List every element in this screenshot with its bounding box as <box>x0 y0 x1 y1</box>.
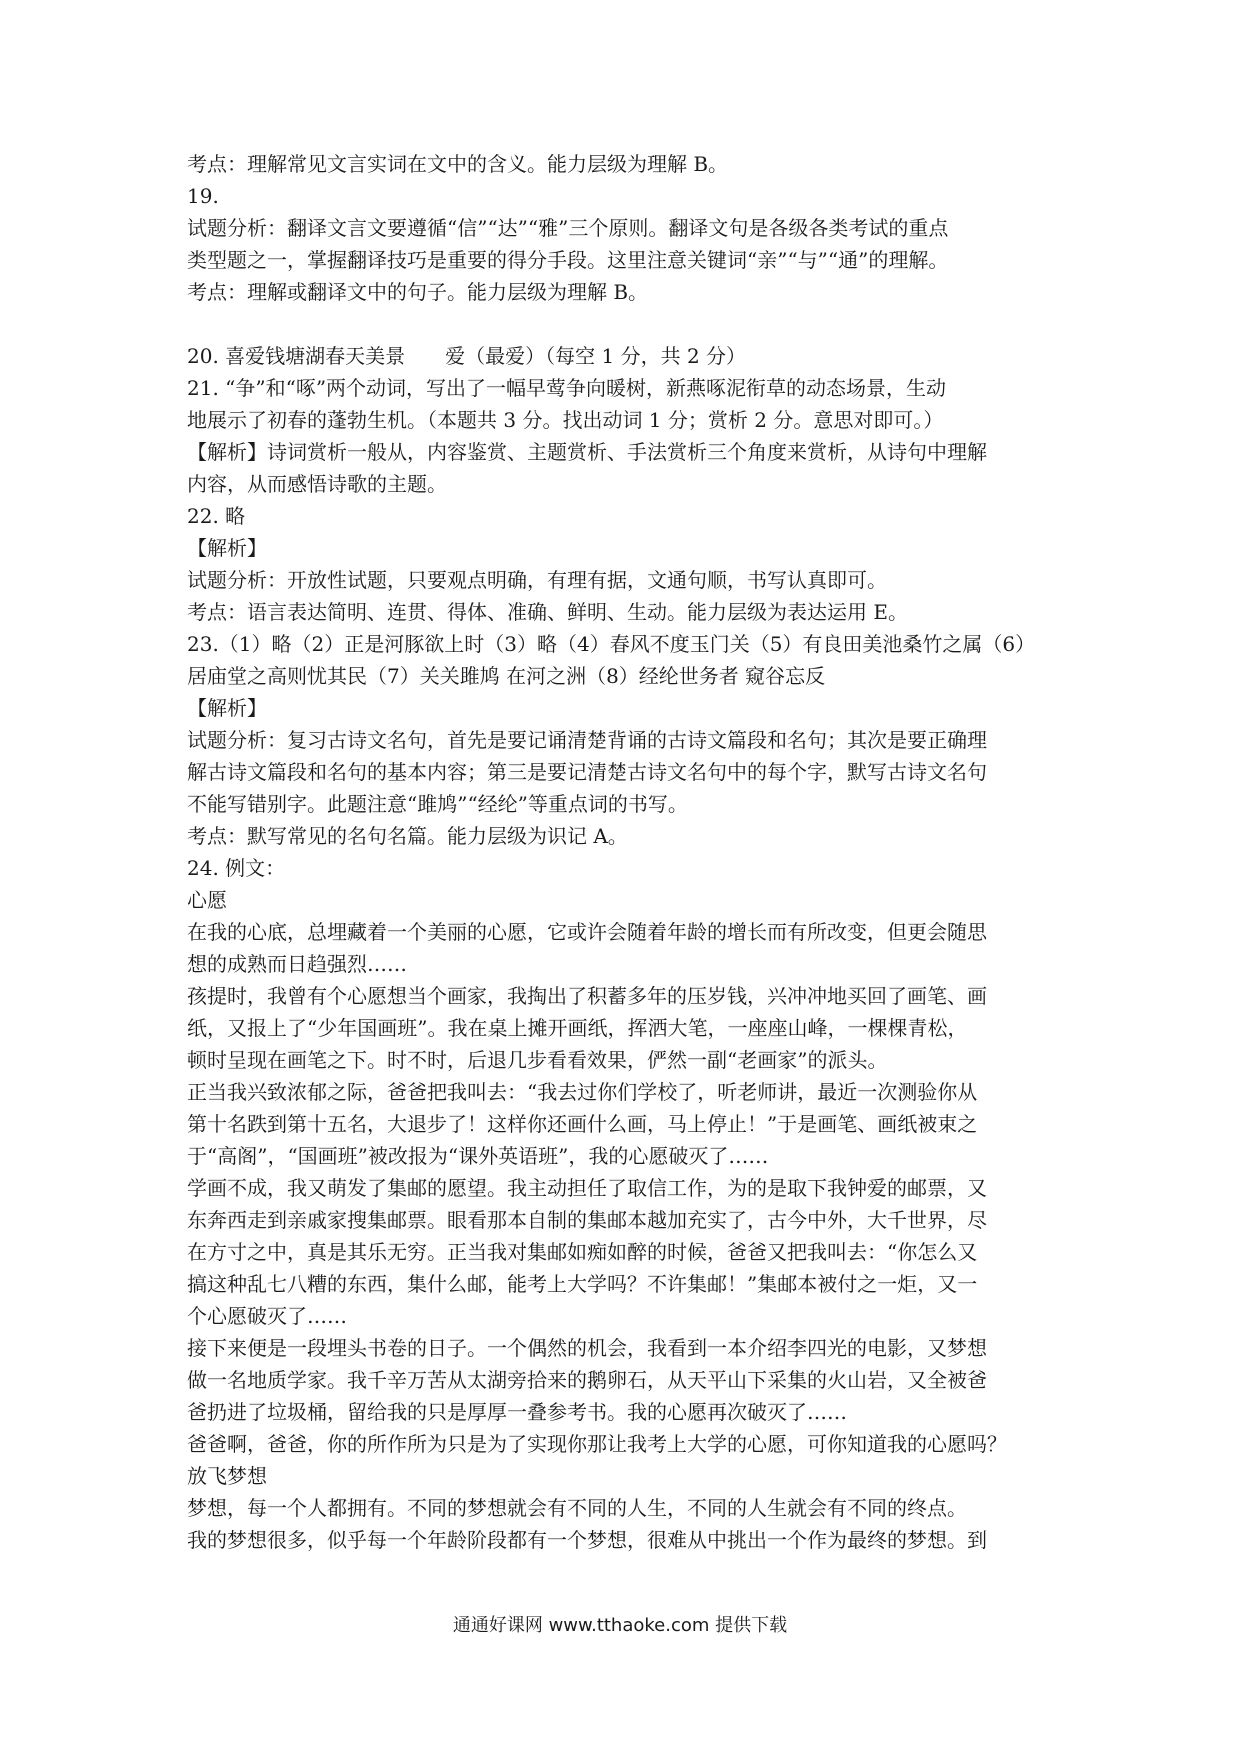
text-line: 在我的心底，总埋藏着一个美丽的心愿，它或许会随着年龄的增长而有所改变，但更会随思 <box>187 920 987 944</box>
text-line: 爸扔进了垃圾桶，留给我的只是厚厚一叠参考书。我的心愿再次破灭了…… <box>187 1400 847 1424</box>
text-line: 学画不成，我又萌发了集邮的愿望。我主动担任了取信工作，为的是取下我钟爱的邮票，又 <box>187 1176 987 1200</box>
text-line: 爸爸啊，爸爸，你的所作所为只是为了实现你那让我考上大学的心愿，可你知道我的心愿吗？ <box>187 1432 1007 1456</box>
text-line: 19. <box>187 184 219 208</box>
text-line: 搞这种乱七八糟的东西，集什么邮，能考上大学吗？不许集邮！”集邮本被付之一炬，又一 <box>187 1272 978 1296</box>
text-line: 20. 喜爱钱塘湖春天美景 爱（最爱）（每空 1 分，共 2 分） <box>187 344 747 368</box>
text-line: 【解析】 <box>187 536 267 560</box>
text-line: 试题分析：开放性试题，只要观点明确，有理有据，文通句顺，书写认真即可。 <box>187 568 887 592</box>
text-line: 第十名跌到第十五名，大退步了！这样你还画什么画，马上停止！”于是画笔、画纸被束之 <box>187 1112 978 1136</box>
text-line: 纸，又报上了“少年国画班”。我在桌上摊开画纸，挥洒大笔，一座座山峰，一棵棵青松， <box>187 1016 968 1040</box>
text-line: 个心愿破灭了…… <box>187 1304 347 1328</box>
text-line: 地展示了初春的蓬勃生机。（本题共 3 分。找出动词 1 分；赏析 2 分。意思对即可。） <box>187 408 944 432</box>
text-line: 于“高阁”，“国画班”被改报为“课外英语班”，我的心愿破灭了…… <box>187 1144 769 1168</box>
text-line: 内容，从而感悟诗歌的主题。 <box>187 472 447 496</box>
text-line: 接下来便是一段埋头书卷的日子。一个偶然的机会，我看到一本介绍李四光的电影，又梦想 <box>187 1336 987 1360</box>
text-line: 在方寸之中，真是其乐无穷。正当我对集邮如痴如醉的时候，爸爸又把我叫去：“你怎么又 <box>187 1240 978 1264</box>
text-line: 孩提时，我曾有个心愿想当个画家，我掏出了积蓄多年的压岁钱，兴冲冲地买回了画笔、画 <box>187 984 987 1008</box>
text-line: 考点：语言表达简明、连贯、得体、准确、鲜明、生动。能力层级为表达运用 E。 <box>187 600 908 624</box>
text-line: 梦想，每一个人都拥有。不同的梦想就会有不同的人生，不同的人生就会有不同的终点。 <box>187 1496 967 1520</box>
text-line: 考点：默写常见的名句名篇。能力层级为识记 A。 <box>187 824 628 848</box>
document-body <box>187 148 1057 1556</box>
text-line: 22. 略 <box>187 504 246 528</box>
text-line: 21. “争”和“啄”两个动词，写出了一幅早莺争向暖树，新燕啄泥衔草的动态场景，生动 <box>187 376 947 400</box>
text-line: 解古诗文篇段和名句的基本内容；第三是要记清楚古诗文名句中的每个字，默写古诗文名句 <box>187 760 987 784</box>
essay-title: 心愿 <box>187 888 227 912</box>
essay-title: 放飞梦想 <box>187 1464 267 1488</box>
text-line: 顿时呈现在画笔之下。时不时，后退几步看看效果，俨然一副“老画家”的派头。 <box>187 1048 888 1072</box>
text-line: 试题分析：翻译文言文要遵循“信”“达”“雅”三个原则。翻译文句是各级各类考试的重点 <box>187 216 949 240</box>
text-line: 我的梦想很多，似乎每一个年龄阶段都有一个梦想，很难从中挑出一个作为最终的梦想。到 <box>187 1528 987 1552</box>
text-line: 考点：理解常见文言实词在文中的含义。能力层级为理解 B。 <box>187 152 729 176</box>
text-line: 考点：理解或翻译文中的句子。能力层级为理解 B。 <box>187 280 649 304</box>
text-line: 【解析】 <box>187 696 267 720</box>
text-line: 东奔西走到亲戚家搜集邮票。眼看那本自制的集邮本越加充实了，古今中外，大千世界，尽 <box>187 1208 987 1232</box>
text-line: 23.（1）略（2）正是河豚欲上时（3）略（4）春风不度玉门关（5）有良田美池桑竹之属（6） <box>187 632 1036 656</box>
text-line: 类型题之一，掌握翻译技巧是重要的得分手段。这里注意关键词“亲”“与”“通”的理解。 <box>187 248 949 272</box>
text-line: 不能写错别字。此题注意“雎鸠”“经纶”等重点词的书写。 <box>187 792 688 816</box>
page-footer: 通通好课网 www.tthaoke.com 提供下载 <box>452 1615 788 1636</box>
blank-line <box>187 308 1057 340</box>
text-line: 正当我兴致浓郁之际，爸爸把我叫去：“我去过你们学校了，听老师讲，最近一次测验你从 <box>187 1080 978 1104</box>
text-line: 做一名地质学家。我千辛万苦从太湖旁拾来的鹅卵石，从天平山下采集的火山岩，又全被爸 <box>187 1368 987 1392</box>
text-line: 24. 例文： <box>187 856 286 880</box>
text-line: 想的成熟而日趋强烈…… <box>187 952 407 976</box>
text-line: 居庙堂之高则忧其民（7）关关雎鸠 在河之洲（8）经纶世务者 窥谷忘反 <box>187 664 826 688</box>
text-line: 【解析】诗词赏析一般从，内容鉴赏、主题赏析、手法赏析三个角度来赏析，从诗句中理解 <box>187 440 987 464</box>
text-line: 试题分析：复习古诗文名句，首先是要记诵清楚背诵的古诗文篇段和名句；其次是要正确理 <box>187 728 987 752</box>
